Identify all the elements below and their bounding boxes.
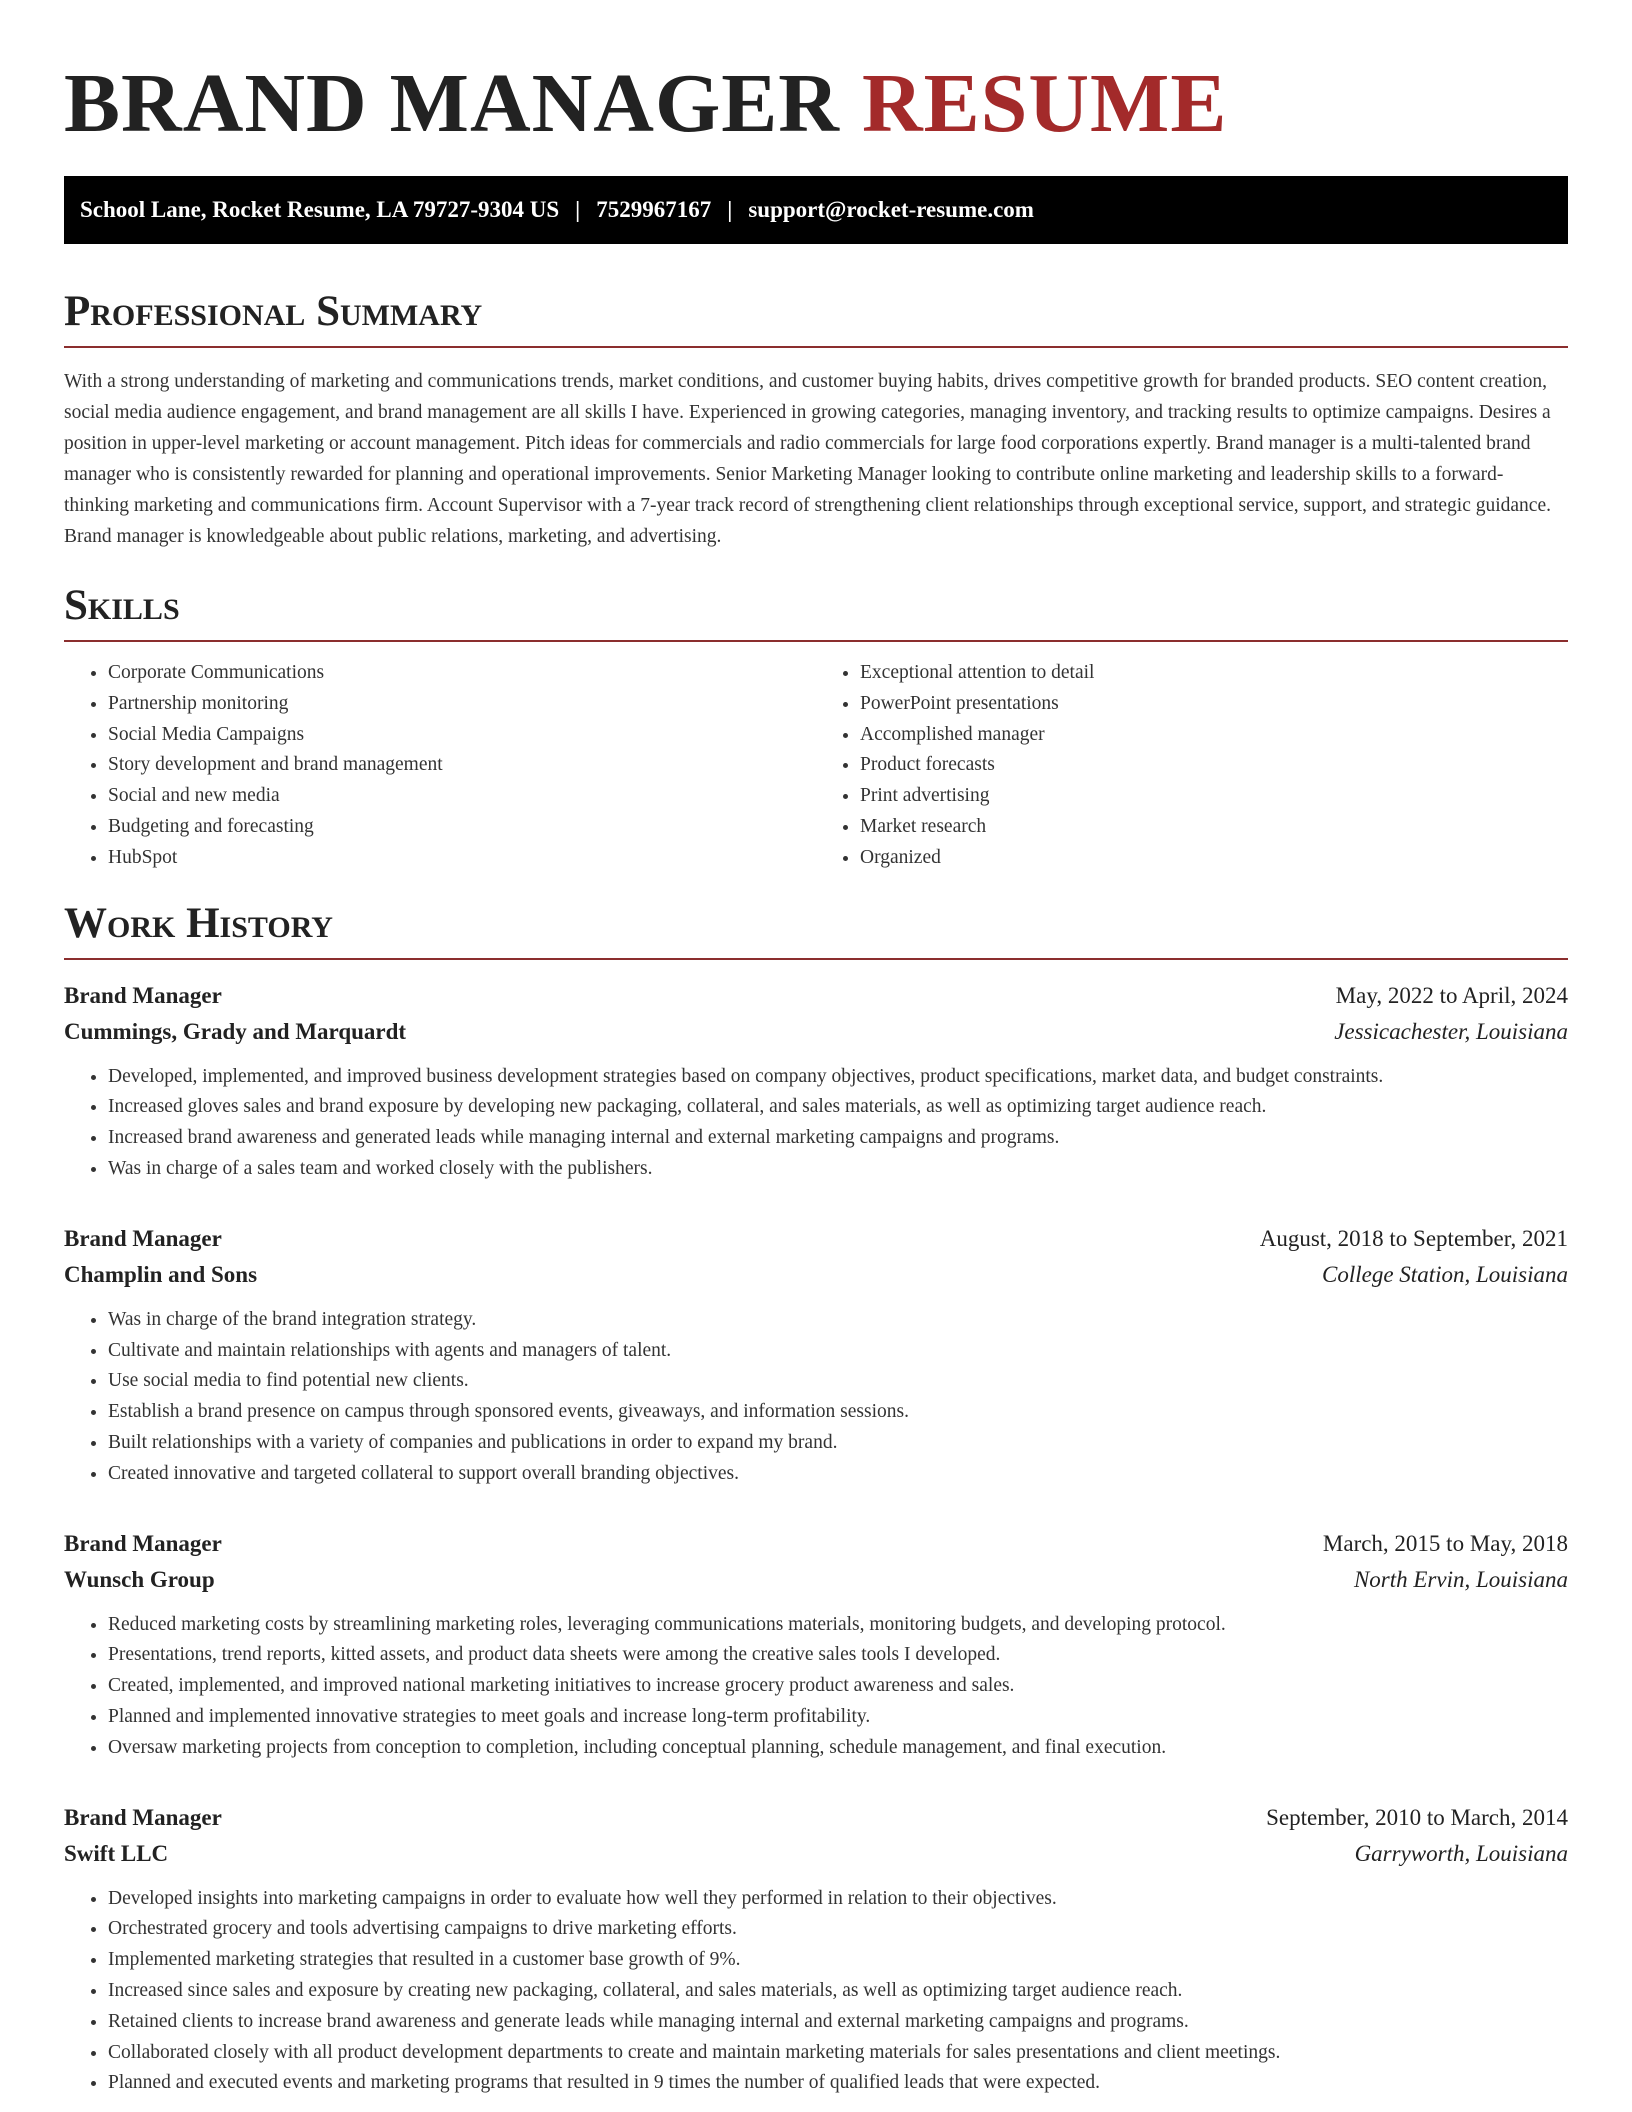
job-bullet: • Retained clients to increase brand awareness and generate leads while managing internal and external marketing campaigns and programs. [108, 2007, 1568, 2038]
job-company-row [64, 1562, 1568, 1598]
job-company-row [64, 1257, 1568, 1293]
job-header-row [64, 1800, 1568, 1836]
job-company-row [64, 1014, 1568, 1050]
skill-item: • Budgeting and forecasting [108, 812, 816, 843]
job-bullet-list [64, 1610, 1568, 1764]
job-bullet: • Presentations, trend reports, kitted assets, and product data sheets were among the creative sales tools I developed. [108, 1640, 1568, 1671]
skill-item: • Product forecasts [860, 750, 1568, 781]
job-entry [64, 1800, 1568, 2100]
contact-phone: 7529967167 [596, 197, 712, 222]
job-company-row [64, 1836, 1568, 1872]
job-header-row [64, 978, 1568, 1014]
job-company: Cummings, Grady and Marquardt [64, 1018, 407, 1044]
skills-list-right [816, 658, 1568, 874]
job-title: Brand Manager [64, 1530, 222, 1556]
job-company: Champlin and Sons [64, 1261, 258, 1287]
job-bullet: • Planned and implemented innovative strategies to meet goals and increase long-term profitability. [108, 1702, 1568, 1733]
job-bullet: • Increased gloves sales and brand exposure by developing new packaging, collateral, and sales materials, as well as optimizing target audience reach. [108, 1092, 1568, 1123]
skill-item: • Market research [860, 812, 1568, 843]
skill-item: • Story development and brand management [108, 750, 816, 781]
job-entry [64, 1221, 1568, 1490]
job-location: North Ervin, Louisiana [1353, 1566, 1568, 1592]
job-bullet: • Created innovative and targeted collateral to support overall branding objectives. [108, 1459, 1568, 1490]
job-bullet: • Increased since sales and exposure by creating new packaging, collateral, and sales materials, as well as optimizing target audience reach. [108, 1976, 1568, 2007]
contact-email: support@rocket-resume.com [748, 197, 1034, 222]
job-title: Brand Manager [64, 1804, 222, 1830]
title-accent: RESUME [861, 57, 1228, 150]
skill-item: • Corporate Communications [108, 658, 816, 689]
resume-title [64, 0, 1568, 154]
job-bullet: • Collaborated closely with all product development departments to create and maintain marketing materials for sales presentations and client meetings. [108, 2038, 1568, 2069]
job-location: Garryworth, Louisiana [1354, 1840, 1568, 1866]
skill-item: • Print advertising [860, 781, 1568, 812]
job-entry [64, 978, 1568, 1185]
job-bullet: • Planned and executed events and marketing programs that resulted in 9 times the number of qualified leads that were expected. [108, 2068, 1568, 2099]
contact-bar [64, 176, 1568, 244]
skill-item: • Accomplished manager [860, 720, 1568, 751]
job-bullet: • Implemented marketing strategies that resulted in a customer base growth of 9%. [108, 1945, 1568, 1976]
job-bullet: • Developed, implemented, and improved business development strategies based on company objectives, product specifications, market data, and budget constraints. [108, 1062, 1568, 1093]
skill-item: • Partnership monitoring [108, 689, 816, 720]
job-bullet: • Increased brand awareness and generated leads while managing internal and external marketing campaigns and programs. [108, 1123, 1568, 1154]
job-bullet: • Oversaw marketing projects from conception to completion, including conceptual planning, schedule management, and final execution. [108, 1733, 1568, 1764]
job-entry [64, 1526, 1568, 1764]
job-title: Brand Manager [64, 982, 222, 1008]
job-header-row [64, 1221, 1568, 1257]
job-bullet: • Cultivate and maintain relationships with agents and managers of talent. [108, 1336, 1568, 1367]
skill-item: • Social and new media [108, 781, 816, 812]
skills-grid [64, 658, 1568, 874]
job-bullet: • Orchestrated grocery and tools advertising campaigns to drive marketing efforts. [108, 1914, 1568, 1945]
skills-heading: Skills [64, 580, 1568, 642]
skill-item: • Social Media Campaigns [108, 720, 816, 751]
job-company: Swift LLC [64, 1840, 169, 1866]
skill-item: • Exceptional attention to detail [860, 658, 1568, 689]
job-dates: August, 2018 to September, 2021 [1259, 1225, 1568, 1251]
job-bullet: • Was in charge of the brand integration strategy. [108, 1305, 1568, 1336]
summary-text: With a strong understanding of marketing and communications trends, market conditions, and customer buying habits, drives competitive growth for branded products. SEO content creation, social media audience engagement, and brand management are all skills I have. Experienced in growing categories, managing inventory, and tracking results to optimize campaigns. Desires a position in upper-level marketing or account management. Pitch ideas for commercials and radio commercials for large food corporations expertly. Brand manager is a multi-talented brand manager who is consistently rewarded for planning and operational improvements. Senior Marketing Manager looking to contribute online marketing and leadership skills to a forward-thinking marketing and communications firm. Account Supervisor with a 7-year track record of strengthening client relationships through exceptional service, support, and strategic guidance. Brand manager is knowledgeable about public relations, marketing, and advertising. [64, 371, 1551, 547]
work-history-heading: Work History [64, 898, 1568, 960]
job-location: Jessicachester, Louisiana [1334, 1018, 1568, 1044]
title-main: BRAND MANAGER [64, 57, 840, 150]
resume-page [64, 0, 1568, 2099]
skill-item: • Organized [860, 843, 1568, 874]
job-bullet: • Was in charge of a sales team and worked closely with the publishers. [108, 1154, 1568, 1185]
job-dates: May, 2022 to April, 2024 [1335, 982, 1568, 1008]
job-bullet: • Use social media to find potential new clients. [108, 1366, 1568, 1397]
job-dates: March, 2015 to May, 2018 [1322, 1530, 1568, 1556]
job-bullet-list [64, 1062, 1568, 1185]
summary-heading: Professional Summary [64, 286, 1568, 348]
contact-separator: | [575, 197, 581, 222]
skills-list-left [64, 658, 816, 874]
job-header-row [64, 1526, 1568, 1562]
job-location: College Station, Louisiana [1322, 1261, 1568, 1287]
contact-separator: | [727, 197, 733, 222]
job-title: Brand Manager [64, 1225, 222, 1251]
job-bullet: • Created, implemented, and improved national marketing initiatives to increase grocery product awareness and sales. [108, 1671, 1568, 1702]
job-bullet: • Developed insights into marketing campaigns in order to evaluate how well they performed in relation to their objectives. [108, 1884, 1568, 1915]
job-bullet-list [64, 1884, 1568, 2100]
job-bullet-list [64, 1305, 1568, 1490]
job-dates: September, 2010 to March, 2014 [1266, 1804, 1568, 1830]
skill-item: • HubSpot [108, 843, 816, 874]
job-bullet: • Reduced marketing costs by streamlining marketing roles, leveraging communications materials, monitoring budgets, and developing protocol. [108, 1610, 1568, 1641]
job-bullet: • Built relationships with a variety of companies and publications in order to expand my brand. [108, 1428, 1568, 1459]
contact-address: School Lane, Rocket Resume, LA 79727-9304 US [80, 197, 560, 222]
job-bullet: • Establish a brand presence on campus through sponsored events, giveaways, and information sessions. [108, 1397, 1568, 1428]
job-company: Wunsch Group [64, 1566, 215, 1592]
skill-item: • PowerPoint presentations [860, 689, 1568, 720]
